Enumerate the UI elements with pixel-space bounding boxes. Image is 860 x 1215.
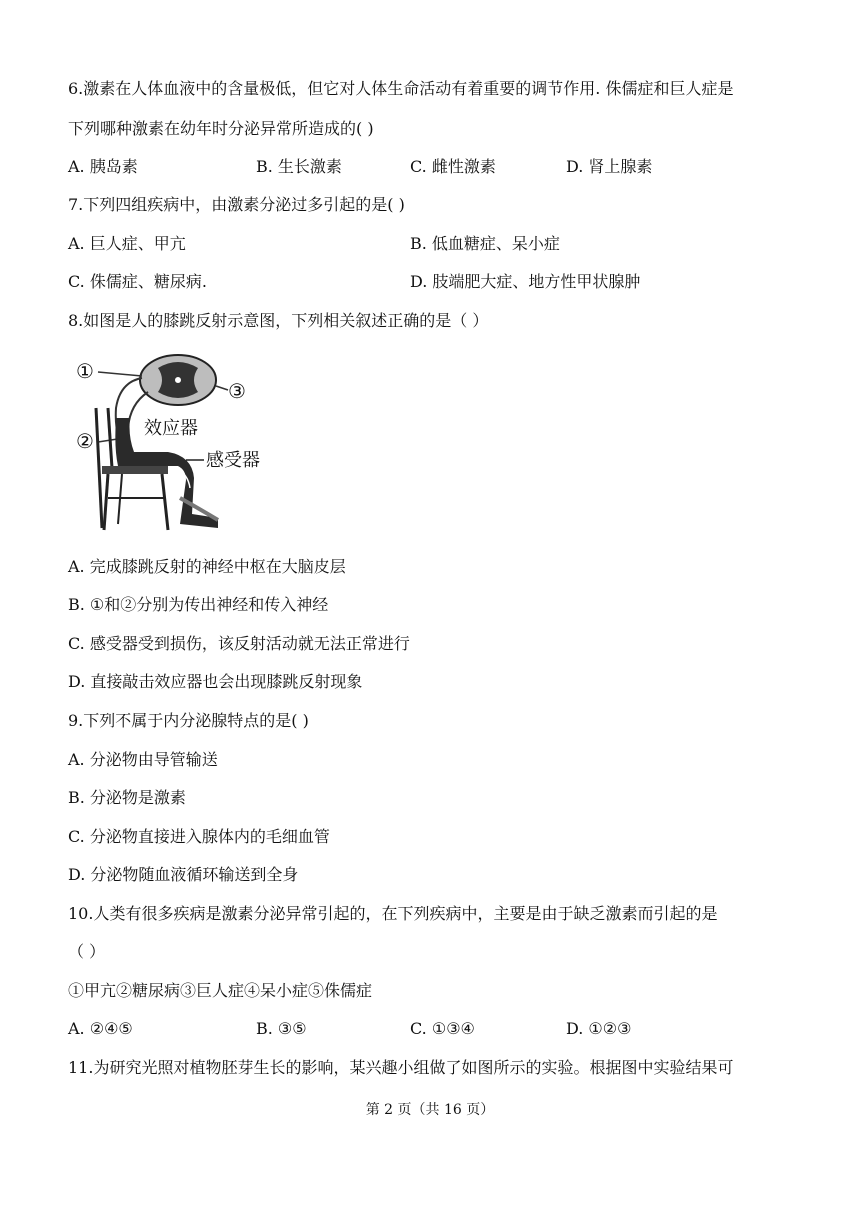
q8-option-a: A. 完成膝跳反射的神经中枢在大脑皮层	[68, 557, 346, 576]
q6-option-c: C. 雌性激素	[410, 157, 496, 176]
q10-option-a: A. ②④⑤	[68, 1019, 133, 1038]
q9-stem: 9.下列不属于内分泌腺特点的是( )	[68, 711, 309, 730]
q9-option-d: D. 分泌物随血液循环输送到全身	[68, 865, 299, 884]
q7-stem: 7.下列四组疾病中，由激素分泌过多引起的是( )	[68, 195, 405, 214]
q7-option-c: C. 侏儒症、糖尿病.	[68, 272, 207, 291]
q8-stem: 8.如图是人的膝跳反射示意图，下列相关叙述正确的是（ ）	[68, 311, 489, 330]
label-2: ②	[76, 429, 94, 453]
q9-option-c: C. 分泌物直接进入腺体内的毛细血管	[68, 827, 330, 846]
label-1: ①	[76, 359, 94, 383]
q10-stem-line1: 10.人类有很多疾病是激素分泌异常引起的，在下列疾病中，主要是由于缺乏激素而引起的是	[68, 904, 718, 923]
page-footer: 第 2 页（共 16 页）	[365, 1102, 495, 1118]
q7-option-d: D. 肢端肥大症、地方性甲状腺肿	[410, 272, 641, 291]
q8-option-c: C. 感受器受到损伤，该反射活动就无法正常进行	[68, 634, 410, 653]
q10-option-b: B. ③⑤	[256, 1019, 307, 1038]
q8-option-d: D. 直接敲击效应器也会出现膝跳反射现象	[68, 672, 363, 691]
q11-stem-line1: 11.为研究光照对植物胚芽生长的影响，某兴趣小组做了如图所示的实验。根据图中实验结果可	[68, 1058, 734, 1077]
q9-option-a: A. 分泌物由导管输送	[68, 750, 218, 769]
q10-option-d: D. ①②③	[566, 1019, 632, 1038]
q6-option-b: B. 生长激素	[256, 157, 342, 176]
q8-option-b: B. ①和②分别为传出神经和传入神经	[68, 595, 329, 614]
q10-stem-line2: （ ）	[68, 942, 106, 961]
q6-stem-line2: 下列哪种激素在幼年时分泌异常所造成的( )	[68, 119, 374, 138]
q10-option-c: C. ①③④	[410, 1019, 475, 1038]
q6-option-a: A. 胰岛素	[68, 157, 138, 176]
q7-option-b: B. 低血糖症、呆小症	[410, 234, 560, 253]
q7-option-a: A. 巨人症、甲亢	[68, 234, 186, 253]
knee-jerk-reflex-figure	[68, 348, 283, 538]
effector-label: 效应器	[144, 418, 198, 439]
receptor-label: 感受器	[206, 450, 260, 471]
q9-option-b: B. 分泌物是激素	[68, 788, 186, 807]
q10-items: ①甲亢②糖尿病③巨人症④呆小症⑤侏儒症	[68, 981, 373, 1000]
q6-option-d: D. 肾上腺素	[566, 157, 653, 176]
q6-stem-line1: 6.激素在人体血液中的含量极低，但它对人体生命活动有着重要的调节作用. 侏儒症和巨人症是	[68, 79, 734, 98]
knee-jerk-reflex-diagram	[68, 348, 283, 538]
label-3: ③	[228, 379, 246, 403]
